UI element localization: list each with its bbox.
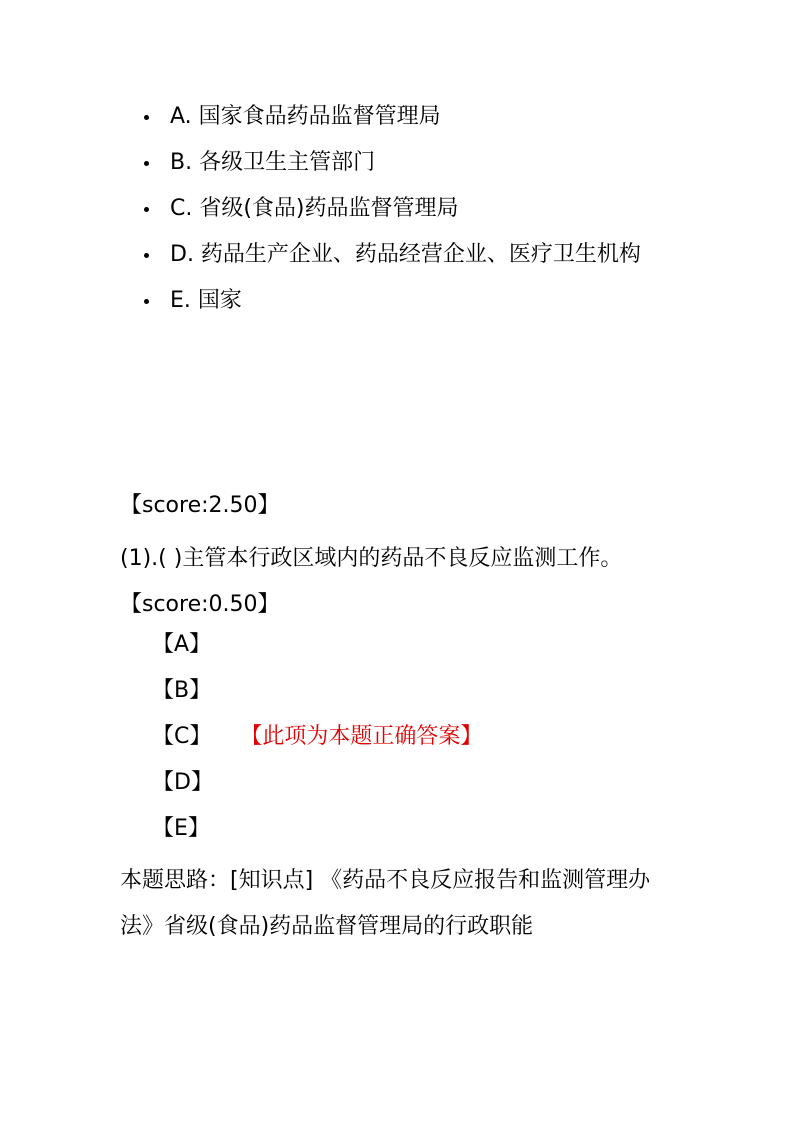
question-text: (1).( )主管本行政区域内的药品不良反应监测工作。 xyxy=(120,546,623,571)
option-list xyxy=(138,94,698,324)
option-text: D. 药品生产企业、药品经营企业、医疗卫生机构 xyxy=(170,242,641,267)
bullet-icon xyxy=(144,253,149,258)
bullet-icon xyxy=(144,207,149,212)
total-score: 【score:2.50】 xyxy=(120,493,280,518)
option-a xyxy=(138,94,698,140)
answer-e xyxy=(152,806,672,852)
option-text: A. 国家食品药品监督管理局 xyxy=(170,104,441,129)
answer-label: 【B】 xyxy=(152,678,212,703)
option-text: B. 各级卫生主管部门 xyxy=(170,150,376,175)
answer-c xyxy=(152,714,672,760)
answer-label: 【A】 xyxy=(152,632,212,657)
bullet-icon xyxy=(144,299,149,304)
option-text: C. 省级(食品)药品监督管理局 xyxy=(170,196,459,221)
answer-label: 【C】 xyxy=(152,724,212,749)
answer-list xyxy=(152,622,672,852)
bullet-icon xyxy=(144,161,149,166)
option-b xyxy=(138,140,698,186)
question-score: 【score:0.50】 xyxy=(120,592,280,617)
correct-answer-note: 【此项为本题正确答案】 xyxy=(251,724,483,749)
option-c xyxy=(138,186,698,232)
answer-b xyxy=(152,668,672,714)
option-d xyxy=(138,232,698,278)
question xyxy=(120,536,680,628)
answer-a xyxy=(152,622,672,668)
answer-label: 【E】 xyxy=(152,816,210,841)
answer-d xyxy=(152,760,672,806)
bullet-icon xyxy=(144,115,149,120)
option-e xyxy=(138,278,698,324)
solution-thought: 本题思路：[知识点] 《药品不良反应报告和监测管理办法》省级(食品)药品监督管理局的行政职能 xyxy=(120,868,651,939)
answer-label: 【D】 xyxy=(152,770,213,795)
option-text: E. 国家 xyxy=(170,288,242,313)
